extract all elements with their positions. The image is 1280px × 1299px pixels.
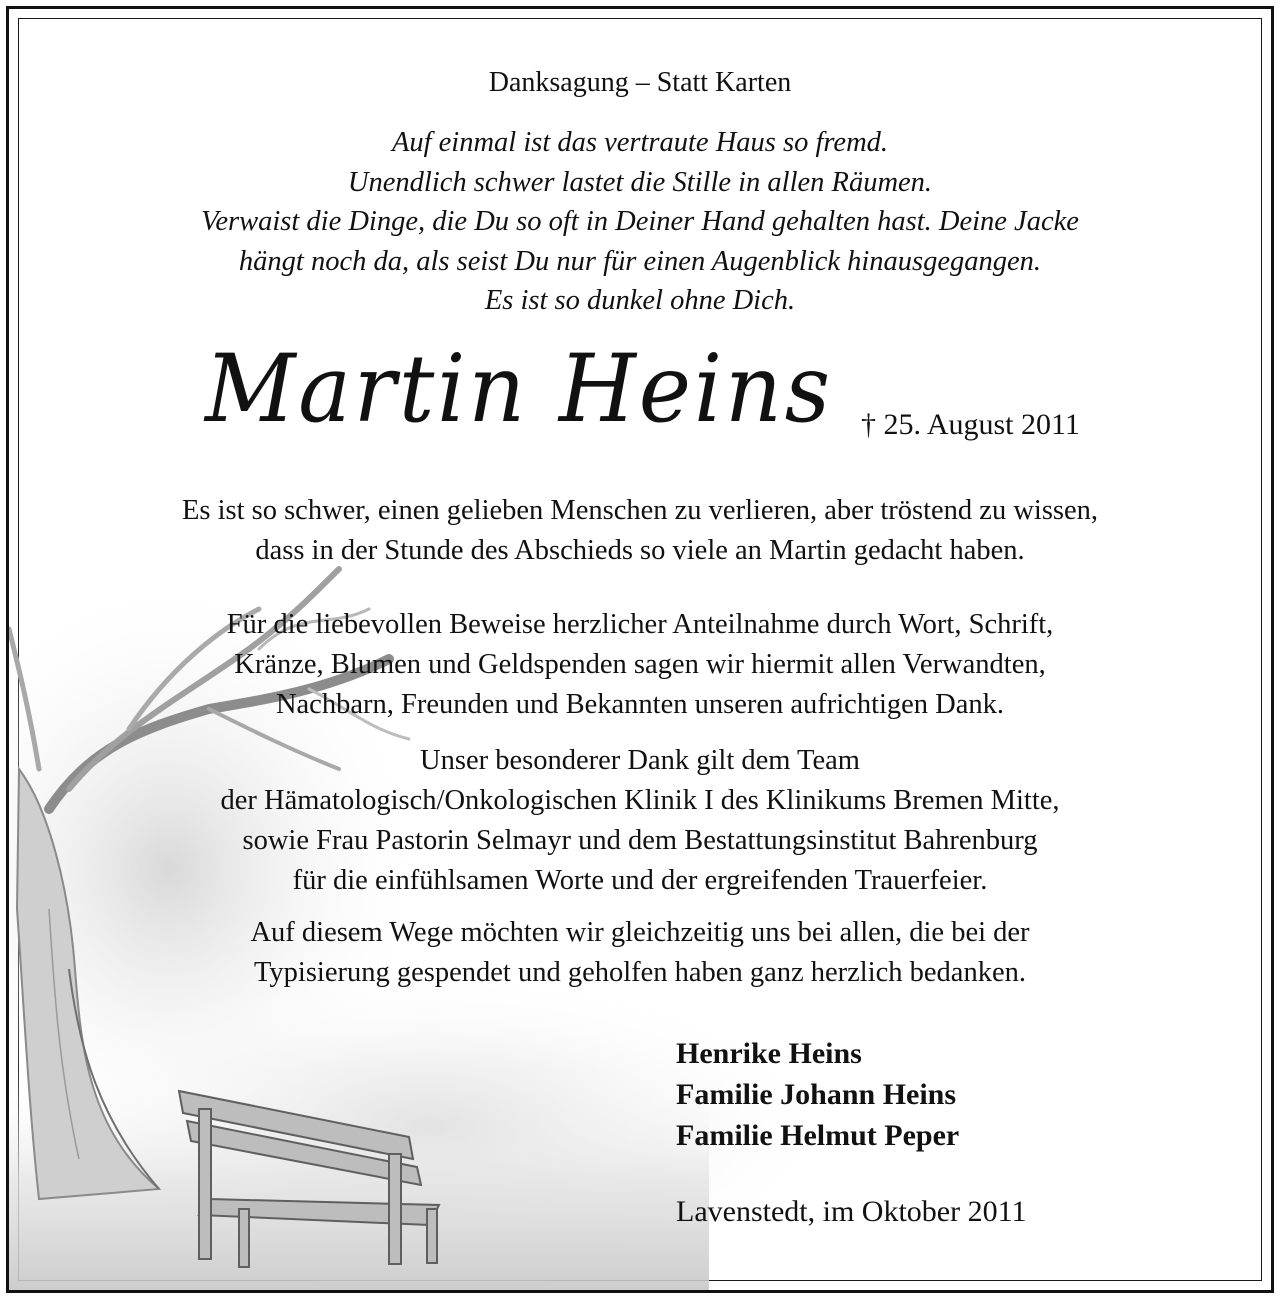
poem-line: hängt noch da, als seist Du nur für einen Augenblick hinausgegangen. (238, 245, 1042, 277)
paragraph-line: Auf diesem Wege möchten wir gleichzeitig uns bei allen, die bei der (250, 917, 1030, 948)
poem-line: Unendlich schwer lastet die Stille in allen Räumen. (347, 166, 933, 198)
signature-line: Familie Helmut Peper (676, 1119, 960, 1152)
paragraph-consolation (9, 491, 1271, 571)
paragraph-line: der Hämatologisch/Onkologischen Klinik I des Klinikums Bremen Mitte, (220, 785, 1060, 816)
paragraph-line: Es ist so schwer, einen gelieben Menschen zu verlieren, aber tröstend zu wissen, (181, 495, 1099, 526)
poem-line: Es ist so dunkel ohne Dich. (484, 285, 796, 316)
deceased-name: Martin Heins (205, 335, 833, 444)
signatures (676, 1033, 959, 1156)
paragraph-line: Unser besonderer Dank gilt dem Team (420, 745, 860, 776)
paragraph-line: Kränze, Blumen und Geldspenden sagen wir hiermit allen Verwandten, (234, 649, 1046, 680)
heading: Danksagung – Statt Karten (488, 67, 792, 98)
paragraph-donors (9, 913, 1271, 993)
signature-line: Henrike Heins (676, 1037, 862, 1070)
paragraph-line: Typisierung gespendet und geholfen haben ganz herzlich bedanken. (254, 957, 1026, 988)
obituary-frame (6, 6, 1274, 1293)
paragraph-line: Für die liebevollen Beweise herzlicher Anteilnahme durch Wort, Schrift, (226, 609, 1054, 640)
paragraph-line: dass in der Stunde des Abschieds so viele an Martin gedacht haben. (255, 535, 1025, 566)
signature-line: Familie Johann Heins (676, 1078, 957, 1111)
paragraph-special-thanks (9, 741, 1271, 901)
paragraph-line: sowie Frau Pastorin Selmayr und dem Bestattungsinstitut Bahrenburg (242, 825, 1038, 856)
poem-line: Auf einmal ist das vertraute Haus so fremd. (391, 127, 889, 158)
death-date: † 25. August 2011 (861, 408, 1080, 441)
paragraph-thanks (9, 605, 1271, 725)
paragraph-line: für die einfühlsamen Worte und der ergreifenden Trauerfeier. (292, 865, 988, 896)
poem-line: Verwaist die Dinge, die Du so oft in Deiner Hand gehalten hast. Deine Jacke (201, 206, 1079, 237)
paragraph-line: Nachbarn, Freunden und Bekannten unseren aufrichtigen Dank. (275, 689, 1005, 720)
poem (9, 123, 1271, 321)
place-date: Lavenstedt, im Oktober 2011 (676, 1195, 1027, 1228)
